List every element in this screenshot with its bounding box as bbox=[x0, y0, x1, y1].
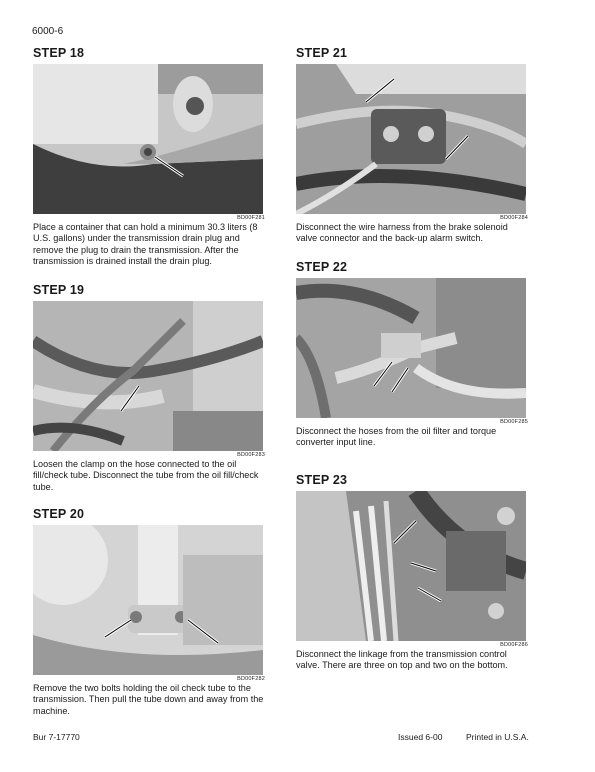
step-18 bbox=[33, 46, 265, 268]
step-title: STEP 20 bbox=[33, 507, 85, 521]
step-19 bbox=[33, 283, 265, 493]
photo-code: BD00F281 bbox=[237, 215, 265, 221]
step-21 bbox=[296, 46, 528, 245]
photo-code: BD00F284 bbox=[500, 215, 528, 221]
step-21-photo bbox=[296, 64, 526, 214]
step-title: STEP 23 bbox=[296, 473, 348, 487]
step-instructions: Disconnect the linkage from the transmission control valve. There are three on top and two on the bottom. bbox=[296, 649, 508, 671]
step-18-photo bbox=[33, 64, 263, 214]
photo-code: BD00F286 bbox=[500, 642, 528, 648]
printed-location: Printed in U.S.A. bbox=[466, 732, 529, 742]
step-title: STEP 19 bbox=[33, 283, 85, 297]
photo-code: BD00F283 bbox=[237, 452, 265, 458]
step-instructions: Loosen the clamp on the hose connected to the oil fill/check tube. Disconnect the tube from the oil fill/check tube. bbox=[33, 459, 259, 492]
step-20-photo bbox=[33, 525, 263, 675]
photo-code: BD00F282 bbox=[237, 676, 265, 682]
step-20 bbox=[33, 507, 265, 717]
step-22-photo bbox=[296, 278, 526, 418]
page-number: 6000-6 bbox=[32, 26, 64, 37]
step-instructions: Disconnect the wire harness from the brake solenoid valve connector and the back-up alarm switch. bbox=[296, 222, 508, 244]
step-title: STEP 21 bbox=[296, 46, 348, 60]
step-title: STEP 18 bbox=[33, 46, 85, 60]
step-19-photo bbox=[33, 301, 263, 451]
step-23 bbox=[296, 473, 528, 672]
issued-date: Issued 6-00 bbox=[398, 732, 443, 742]
document-number: Bur 7-17770 bbox=[33, 732, 80, 742]
step-22 bbox=[296, 260, 528, 449]
step-23-photo bbox=[296, 491, 526, 641]
step-title: STEP 22 bbox=[296, 260, 348, 274]
step-instructions: Disconnect the hoses from the oil filter and torque converter input line. bbox=[296, 426, 497, 448]
step-instructions: Remove the two bolts holding the oil check tube to the transmission. Then pull the tube down and away from the machine. bbox=[33, 683, 264, 716]
photo-code: BD00F285 bbox=[500, 419, 528, 425]
step-instructions: Place a container that can hold a minimum 30.3 liters (8 U.S. gallons) under the transmission drain plug and remove the plug to drain the transmission. After the transmission is drained install the drain plug. bbox=[33, 222, 258, 267]
